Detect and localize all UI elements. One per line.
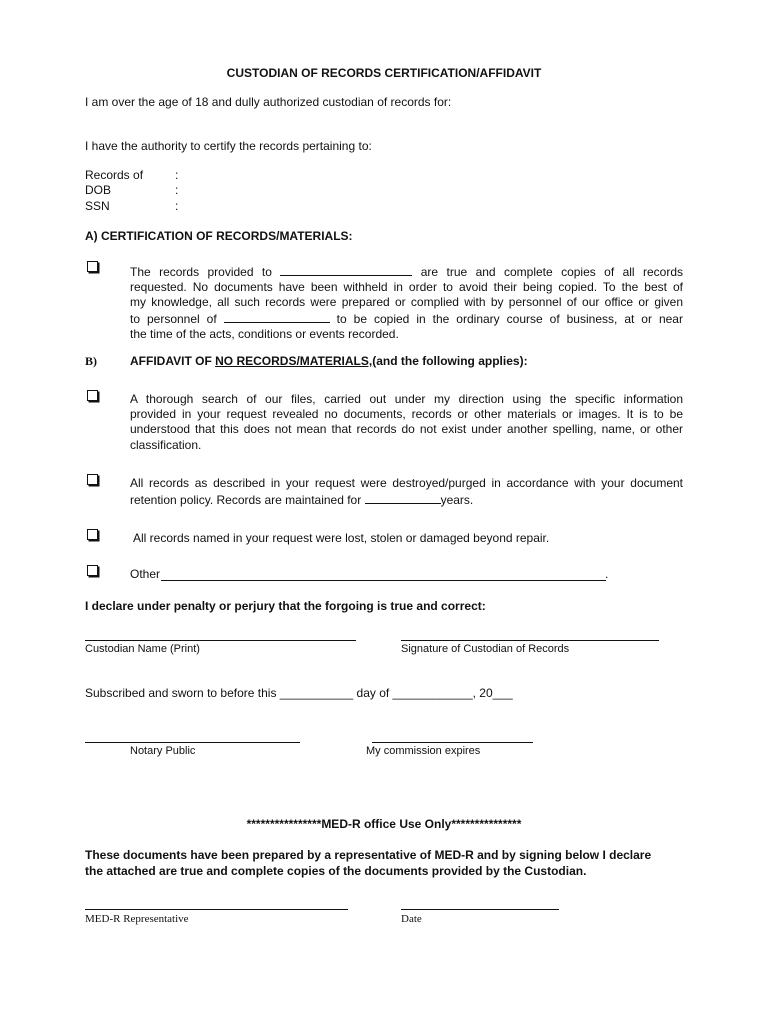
certification-text: are true and complete copies of all records	[420, 265, 683, 279]
blank-line	[224, 311, 330, 323]
destroyed-text: years.	[440, 493, 474, 507]
destroyed-text: retention policy. Records are maintained for	[130, 493, 362, 507]
destroyed-paragraph	[130, 475, 683, 509]
field-separator: :	[175, 199, 179, 213]
field-label-records-of: Records of	[85, 168, 144, 182]
declaration-statement: I declare under penalty or perjury that the forgoing is true and correct:	[85, 599, 486, 613]
office-use-statement-line-1: These documents have been prepared by a representative of MED-R and by signing below I declare	[85, 848, 652, 862]
search-line-4: classification.	[130, 437, 202, 452]
certification-text: to be copied in the ordinary course of business, at or near	[336, 311, 683, 326]
intro-line: I am over the age of 18 and dully authorized custodian of records for:	[85, 95, 452, 109]
certification-paragraph	[130, 264, 683, 342]
certification-line-5: the time of the acts, conditions or events recorded.	[130, 326, 399, 341]
custodian-signature-label: Signature of Custodian of Records	[401, 643, 570, 655]
lost-checkbox[interactable]	[87, 529, 98, 540]
section-b-heading	[130, 354, 528, 369]
search-line-2: provided in your request revealed no documents, records or other materials or images. It is to be	[130, 407, 683, 422]
certification-line-2: requested. No documents have been withheld in order to avoid their being copied. To the best of	[130, 280, 683, 295]
section-a-heading: A) CERTIFICATION OF RECORDS/MATERIALS:	[85, 229, 353, 243]
commission-expires-label: My commission expires	[366, 745, 481, 757]
search-checkbox[interactable]	[87, 390, 98, 401]
field-separator: :	[175, 183, 179, 197]
sworn-statement: Subscribed and sworn to before this ___________ day of ____________, 20___	[85, 686, 513, 700]
other-end-period: .	[605, 567, 609, 581]
section-b-heading-underlined: NO RECORDS/MATERIALS,	[215, 354, 373, 368]
certification-line-4	[130, 311, 683, 327]
office-use-heading: ****************MED-R office Use Only***************	[246, 817, 522, 831]
medr-representative-label: MED-R Representative	[85, 913, 189, 925]
search-line-3: understood that this does not mean that records do not exist under another spelling, name, or other	[130, 422, 683, 437]
section-b-heading-text: AFFIDAVIT OF	[130, 354, 216, 368]
destroyed-line-1: All records as described in your request were destroyed/purged in accordance with your document	[130, 476, 683, 490]
certification-text: to personnel of	[130, 311, 217, 326]
notary-public-label: Notary Public	[130, 745, 196, 757]
blank-line	[280, 264, 412, 276]
field-separator: :	[175, 168, 179, 182]
certification-text: The records provided to	[130, 265, 272, 279]
other-checkbox[interactable]	[87, 565, 98, 576]
field-label-ssn: SSN	[85, 199, 110, 213]
date-line[interactable]	[401, 909, 559, 910]
destroyed-checkbox[interactable]	[87, 474, 98, 485]
certification-checkbox[interactable]	[87, 261, 98, 272]
destroyed-line-2	[130, 492, 683, 509]
custodian-name-line[interactable]	[85, 640, 356, 641]
custodian-signature-line[interactable]	[401, 640, 659, 641]
search-line-1: A thorough search of our files, carried out under my direction using the specific information	[130, 392, 683, 406]
certification-line-3: my knowledge, all such records were prepared or complied with by personnel of our office or given	[130, 295, 683, 310]
office-use-statement-line-2: the attached are true and complete copies of the documents provided by the Custodian.	[85, 864, 587, 878]
document-title: CUSTODIAN OF RECORDS CERTIFICATION/AFFIDAVIT	[226, 66, 542, 80]
commission-expires-line[interactable]	[372, 742, 533, 743]
field-label-dob: DOB	[85, 183, 112, 197]
section-b-letter: B)	[85, 354, 97, 368]
other-label: Other	[130, 567, 161, 581]
notary-signature-line[interactable]	[85, 742, 300, 743]
section-b-heading-text: (and the following applies):	[372, 354, 528, 368]
lost-line: All records named in your request were lost, stolen or damaged beyond repair.	[133, 531, 550, 545]
custodian-name-label: Custodian Name (Print)	[85, 643, 200, 655]
other-input-line[interactable]	[161, 580, 606, 581]
certification-line-1	[130, 264, 683, 280]
blank-line	[365, 492, 441, 504]
medr-representative-line[interactable]	[85, 909, 348, 910]
authority-line: I have the authority to certify the records pertaining to:	[85, 139, 372, 153]
search-paragraph	[130, 392, 683, 453]
date-label: Date	[401, 913, 422, 925]
